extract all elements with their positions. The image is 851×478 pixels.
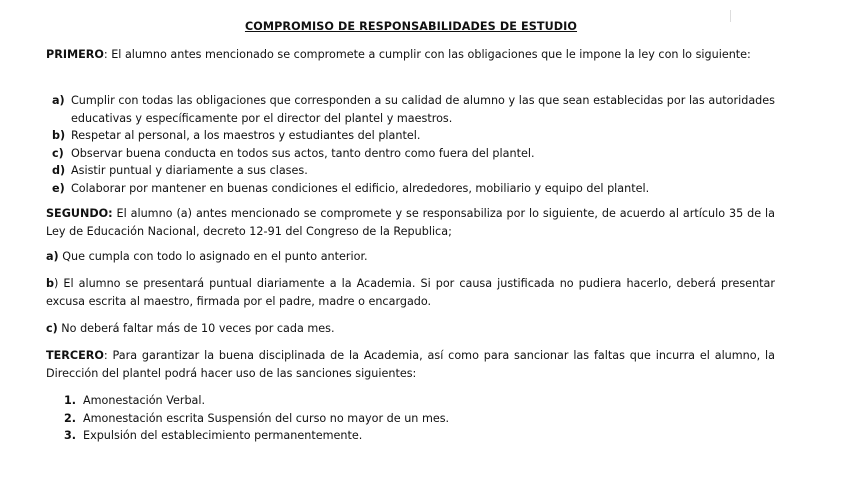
segundo-label: SEGUNDO: bbox=[46, 207, 113, 220]
list-marker: d) bbox=[52, 164, 66, 177]
tercero-text: : Para garantizar la buena disciplinada de la Academia, así como para sancionar las faltas que incurra el alumno, la Dirección del plantel podrá hacer uso de las sanciones siguientes: bbox=[46, 349, 775, 380]
list-marker: c) bbox=[52, 146, 64, 160]
list-marker: a) bbox=[52, 94, 65, 107]
list-item bbox=[46, 127, 775, 145]
segundo-item-b-text: ) El alumno se presentará puntual diariamente a la Academia. Si por causa justificada no pudiera hacerlo, deberá presentar excusa escrita al maestro, firmada por el padre, madre o encargado. bbox=[46, 277, 775, 308]
segundo-item-c-text: No deberá faltar más de 10 veces por cada mes. bbox=[57, 322, 335, 335]
segundo-item-b bbox=[46, 275, 775, 310]
list-item bbox=[64, 427, 764, 445]
list-marker: 2. bbox=[64, 411, 77, 425]
list-marker: 3. bbox=[64, 429, 77, 442]
list-item-text: Asistir puntual y diariamente a sus clases. bbox=[71, 164, 308, 177]
primero-paragraph bbox=[46, 46, 775, 64]
list-item bbox=[46, 180, 775, 198]
tercero-label: TERCERO bbox=[46, 349, 104, 362]
segundo-paragraph bbox=[46, 205, 775, 240]
list-item bbox=[46, 145, 775, 163]
document-title: COMPROMISO DE RESPONSABILIDADES DE ESTUDIO bbox=[244, 20, 578, 33]
primero-list bbox=[46, 92, 775, 197]
list-marker: e) bbox=[52, 181, 65, 195]
list-item bbox=[64, 410, 764, 428]
primero-text: : El alumno antes mencionado se compromete a cumplir con las obligaciones que le impone la ley con lo siguiente: bbox=[103, 48, 751, 61]
list-item bbox=[46, 92, 775, 127]
segundo-item-a-text: Que cumpla con todo lo asignado en el punto anterior. bbox=[58, 250, 368, 263]
segundo-text: El alumno (a) antes mencionado se compromete y se responsabiliza por lo siguiente, de acuerdo al artículo 35 de la Ley de Educación Nacional, decreto 12-91 del Congreso de la Republica; bbox=[46, 207, 775, 238]
segundo-item-a bbox=[46, 248, 775, 266]
segundo-item-b-marker: b bbox=[46, 277, 55, 290]
tercero-list bbox=[64, 392, 764, 445]
list-item-text: Colaborar por mantener en buenas condiciones el edificio, alrededores, mobiliario y equipo del plantel. bbox=[71, 181, 650, 195]
list-item-text: Amonestación escrita Suspensión del curso no mayor de un mes. bbox=[83, 411, 450, 425]
list-item-text: Observar buena conducta en todos sus actos, tanto dentro como fuera del plantel. bbox=[71, 146, 535, 160]
tercero-paragraph bbox=[46, 347, 775, 382]
primero-label: PRIMERO bbox=[46, 48, 104, 61]
list-marker: b) bbox=[52, 129, 66, 142]
list-item-text: Amonestación Verbal. bbox=[83, 394, 206, 407]
list-item-text: Respetar al personal, a los maestros y estudiantes del plantel. bbox=[71, 129, 421, 142]
segundo-item-c bbox=[46, 320, 775, 338]
list-item bbox=[46, 162, 775, 180]
segundo-item-a-marker: a) bbox=[46, 250, 59, 263]
segundo-item-c-marker: c) bbox=[46, 322, 58, 335]
list-item bbox=[64, 392, 764, 410]
list-item-text: Expulsión del establecimiento permanentemente. bbox=[83, 429, 363, 442]
list-marker: 1. bbox=[64, 394, 77, 407]
list-item-text: Cumplir con todas las obligaciones que corresponden a su calidad de alumno y las que sean establecidas por las autoridades educativas y específicamente por el director del plantel y maestros. bbox=[71, 94, 775, 125]
